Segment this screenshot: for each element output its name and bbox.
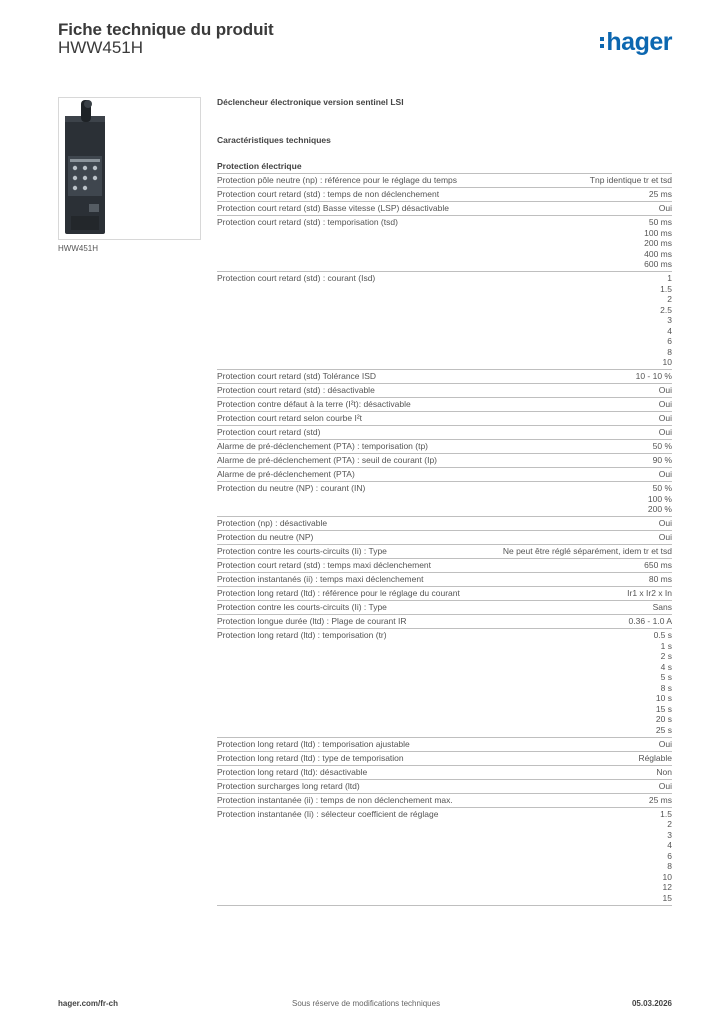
spec-value: Ne peut être réglé séparément, idem tr et tsd xyxy=(502,546,672,556)
spec-values xyxy=(590,175,672,186)
spec-value: 90 % xyxy=(652,455,672,465)
spec-value: Oui xyxy=(658,385,672,395)
spec-value: Oui xyxy=(658,780,672,791)
spec-label: Alarme de pré-déclenchement (PTA) : seuil de courant (Ip) xyxy=(217,455,437,465)
trip-unit-image xyxy=(59,98,200,239)
product-code: HWW451H xyxy=(58,38,144,57)
spec-values xyxy=(653,602,672,613)
spec-value: 2 s xyxy=(660,651,672,661)
spec-values xyxy=(649,795,672,806)
spec-row xyxy=(217,517,672,531)
spec-value: 10 - 10 % xyxy=(635,371,672,381)
spec-value: 3 xyxy=(667,829,672,840)
spec-value: 25 s xyxy=(655,724,672,735)
spec-values xyxy=(659,385,672,396)
spec-value: 3 xyxy=(667,315,672,325)
product-photo xyxy=(58,97,201,240)
spec-label: Protection instantanée (ii) : temps de non déclenchement max. xyxy=(217,794,453,805)
spec-content xyxy=(217,97,672,906)
spec-values xyxy=(649,189,672,200)
spec-values xyxy=(653,455,672,466)
spec-values xyxy=(636,371,672,382)
spec-values xyxy=(653,441,672,452)
spec-label: Protection court retard selon courbe I²t xyxy=(217,413,363,423)
spec-value: 1 s xyxy=(660,640,672,651)
spec-value: Non xyxy=(656,766,672,777)
spec-value: 25 ms xyxy=(648,794,672,805)
spec-value: 1 xyxy=(667,273,672,283)
spec-value: 100 % xyxy=(647,493,672,504)
spec-value: 200 ms xyxy=(644,238,672,248)
spec-value: 4 s xyxy=(660,661,672,672)
spec-value: Oui xyxy=(658,738,672,749)
spec-row xyxy=(217,202,672,216)
spec-value: 2 xyxy=(667,819,672,829)
spec-row xyxy=(217,615,672,629)
spec-label: Protection pôle neutre (np) : référence pour le réglage du temps xyxy=(217,175,458,185)
spec-values xyxy=(659,469,672,480)
spec-value: 8 s xyxy=(660,682,672,693)
spec-label: Protection long retard (ltd) : temporisation ajustable xyxy=(217,738,410,749)
spec-row xyxy=(217,370,672,384)
spec-value: 10 xyxy=(662,357,672,367)
logo-text: hager xyxy=(606,28,672,56)
spec-value: 8 xyxy=(667,861,672,871)
spec-row xyxy=(217,188,672,202)
spec-values xyxy=(644,560,672,571)
spec-label: Protection long retard (ltd): désactivable xyxy=(217,766,368,777)
spec-label: Alarme de pré-déclenchement (PTA) : temporisation (tp) xyxy=(217,441,429,451)
spec-value: 50 % xyxy=(652,441,672,451)
spec-label: Protection court retard (std) : temporisation (tsd) xyxy=(217,217,398,227)
spec-row xyxy=(217,454,672,468)
spec-label: Protection court retard (std) Tolérance ISD xyxy=(217,371,377,381)
spec-row xyxy=(217,440,672,454)
spec-value: Oui xyxy=(658,532,672,542)
document-heading: Déclencheur électronique version sentinel LSI xyxy=(217,97,404,107)
spec-label: Protection long retard (ltd) : type de temporisation xyxy=(217,752,404,763)
spec-value: 6 xyxy=(667,336,672,346)
spec-value: Tnp identique tr et tsd xyxy=(589,175,672,185)
hager-logo xyxy=(600,28,672,57)
spec-row xyxy=(217,545,672,559)
spec-label: Protection contre défaut à la terre (I²t): désactivable xyxy=(217,399,411,409)
footer-website-link[interactable]: hager.com/fr-ch xyxy=(58,999,119,1008)
spec-label: Protection court retard (std) xyxy=(217,427,321,437)
spec-label: Protection contre les courts-circuits (Ii) : Type xyxy=(217,602,387,612)
spec-values xyxy=(660,809,672,904)
spec-label: Protection court retard (std) : temps maxi déclenchement xyxy=(217,560,432,570)
spec-value: Oui xyxy=(658,518,672,528)
spec-values xyxy=(654,630,672,735)
spec-value: 2 xyxy=(667,294,672,304)
spec-values xyxy=(638,753,672,764)
spec-value: 15 xyxy=(662,892,672,903)
spec-value: 600 ms xyxy=(644,259,672,269)
spec-row xyxy=(217,174,672,188)
spec-values xyxy=(659,781,672,792)
spec-value: 10 xyxy=(662,871,672,882)
spec-value: 100 ms xyxy=(644,227,672,238)
spec-value: 50 % xyxy=(652,483,672,493)
spec-row xyxy=(217,398,672,412)
spec-values xyxy=(649,574,672,585)
spec-row xyxy=(217,738,672,752)
spec-values xyxy=(629,616,672,627)
page-title: Fiche technique du produit xyxy=(58,20,274,39)
spec-value: Ir1 x Ir2 x In xyxy=(627,588,672,598)
spec-label: Protection long retard (ltd) : référence pour le réglage du courant xyxy=(217,588,460,598)
spec-row xyxy=(217,531,672,545)
spec-value: 20 s xyxy=(655,714,672,724)
spec-label: Protection court retard (std) : désactivable xyxy=(217,385,375,395)
spec-values xyxy=(659,739,672,750)
spec-row xyxy=(217,766,672,780)
spec-value: 2.5 xyxy=(660,304,672,315)
spec-row xyxy=(217,780,672,794)
logo-dots-icon xyxy=(600,37,604,48)
spec-value: 1.5 xyxy=(660,808,672,819)
spec-value: Oui xyxy=(658,469,672,479)
spec-value: 15 s xyxy=(655,703,672,714)
spec-value: 8 xyxy=(667,346,672,357)
spec-value: 1.5 xyxy=(660,283,672,294)
spec-label: Protection court retard (std) : temps de non déclenchement xyxy=(217,189,440,199)
spec-row xyxy=(217,752,672,766)
spec-row xyxy=(217,629,672,738)
spec-row xyxy=(217,426,672,440)
spec-value: Sans xyxy=(652,602,672,612)
spec-values xyxy=(659,203,672,214)
spec-row xyxy=(217,808,672,906)
spec-value: 0.5 s xyxy=(653,630,672,640)
footer-disclaimer: Sous réserve de modifications techniques xyxy=(292,999,441,1008)
spec-label: Protection contre les courts-circuits (Ii) : Type xyxy=(217,546,387,556)
spec-values xyxy=(659,399,672,410)
spec-row xyxy=(217,272,672,370)
spec-row xyxy=(217,384,672,398)
spec-value: 50 ms xyxy=(648,217,672,227)
spec-row xyxy=(217,482,672,517)
spec-value: Oui xyxy=(658,427,672,437)
spec-value: 650 ms xyxy=(644,560,672,570)
spec-label: Protection instantanés (ii) : temps maxi déclenchement xyxy=(217,574,424,584)
spec-value: 25 ms xyxy=(648,189,672,199)
spec-row xyxy=(217,412,672,426)
spec-value: 4 xyxy=(667,840,672,850)
spec-value: 80 ms xyxy=(648,574,672,584)
spec-values xyxy=(660,273,672,368)
spec-values xyxy=(659,532,672,543)
spec-row xyxy=(217,573,672,587)
spec-label: Protection surcharges long retard (ltd) xyxy=(217,780,360,791)
spec-row xyxy=(217,794,672,808)
group-heading: Protection électrique xyxy=(217,161,672,174)
spec-label: Protection instantanée (Ii) : sélecteur coefficient de réglage xyxy=(217,808,439,819)
spec-label: Protection du neutre (NP) : courant (IN) xyxy=(217,483,366,493)
spec-row xyxy=(217,559,672,573)
spec-value: 5 s xyxy=(660,672,672,682)
spec-label: Protection longue durée (ltd) : Plage de courant IR xyxy=(217,616,407,626)
spec-value: 200 % xyxy=(647,504,672,514)
spec-value: 10 s xyxy=(655,693,672,703)
spec-value: 4 xyxy=(667,325,672,336)
spec-label: Protection court retard (std) Basse vitesse (LSP) désactivable xyxy=(217,203,449,213)
footer-date: 05.03.2026 xyxy=(631,999,672,1008)
spec-label: Protection long retard (ltd) : temporisation (tr) xyxy=(217,630,387,640)
spec-row xyxy=(217,587,672,601)
spec-value: 0.36 - 1.0 A xyxy=(628,616,672,626)
spec-table xyxy=(217,174,672,906)
spec-values xyxy=(659,427,672,438)
spec-value: Oui xyxy=(658,203,672,213)
spec-label: Protection (np) : désactivable xyxy=(217,518,328,528)
spec-row xyxy=(217,601,672,615)
spec-label: Protection court retard (std) : courant (Isd) xyxy=(217,273,376,283)
spec-values xyxy=(503,546,672,557)
spec-values xyxy=(659,413,672,424)
spec-values xyxy=(656,767,672,778)
spec-values xyxy=(648,483,672,515)
spec-value: Oui xyxy=(658,399,672,409)
spec-row xyxy=(217,468,672,482)
spec-value: Oui xyxy=(658,413,672,423)
spec-label: Protection du neutre (NP) xyxy=(217,532,314,542)
section-heading: Caractéristiques techniques xyxy=(217,135,331,145)
spec-values xyxy=(627,588,672,599)
spec-value: Réglable xyxy=(638,752,672,763)
spec-label: Alarme de pré-déclenchement (PTA) xyxy=(217,469,355,479)
spec-value: 6 xyxy=(667,850,672,861)
photo-caption: HWW451H xyxy=(58,244,99,253)
spec-row xyxy=(217,216,672,272)
spec-values xyxy=(644,217,672,270)
spec-values xyxy=(659,518,672,529)
spec-value: 400 ms xyxy=(644,248,672,259)
spec-value: 12 xyxy=(662,882,672,892)
